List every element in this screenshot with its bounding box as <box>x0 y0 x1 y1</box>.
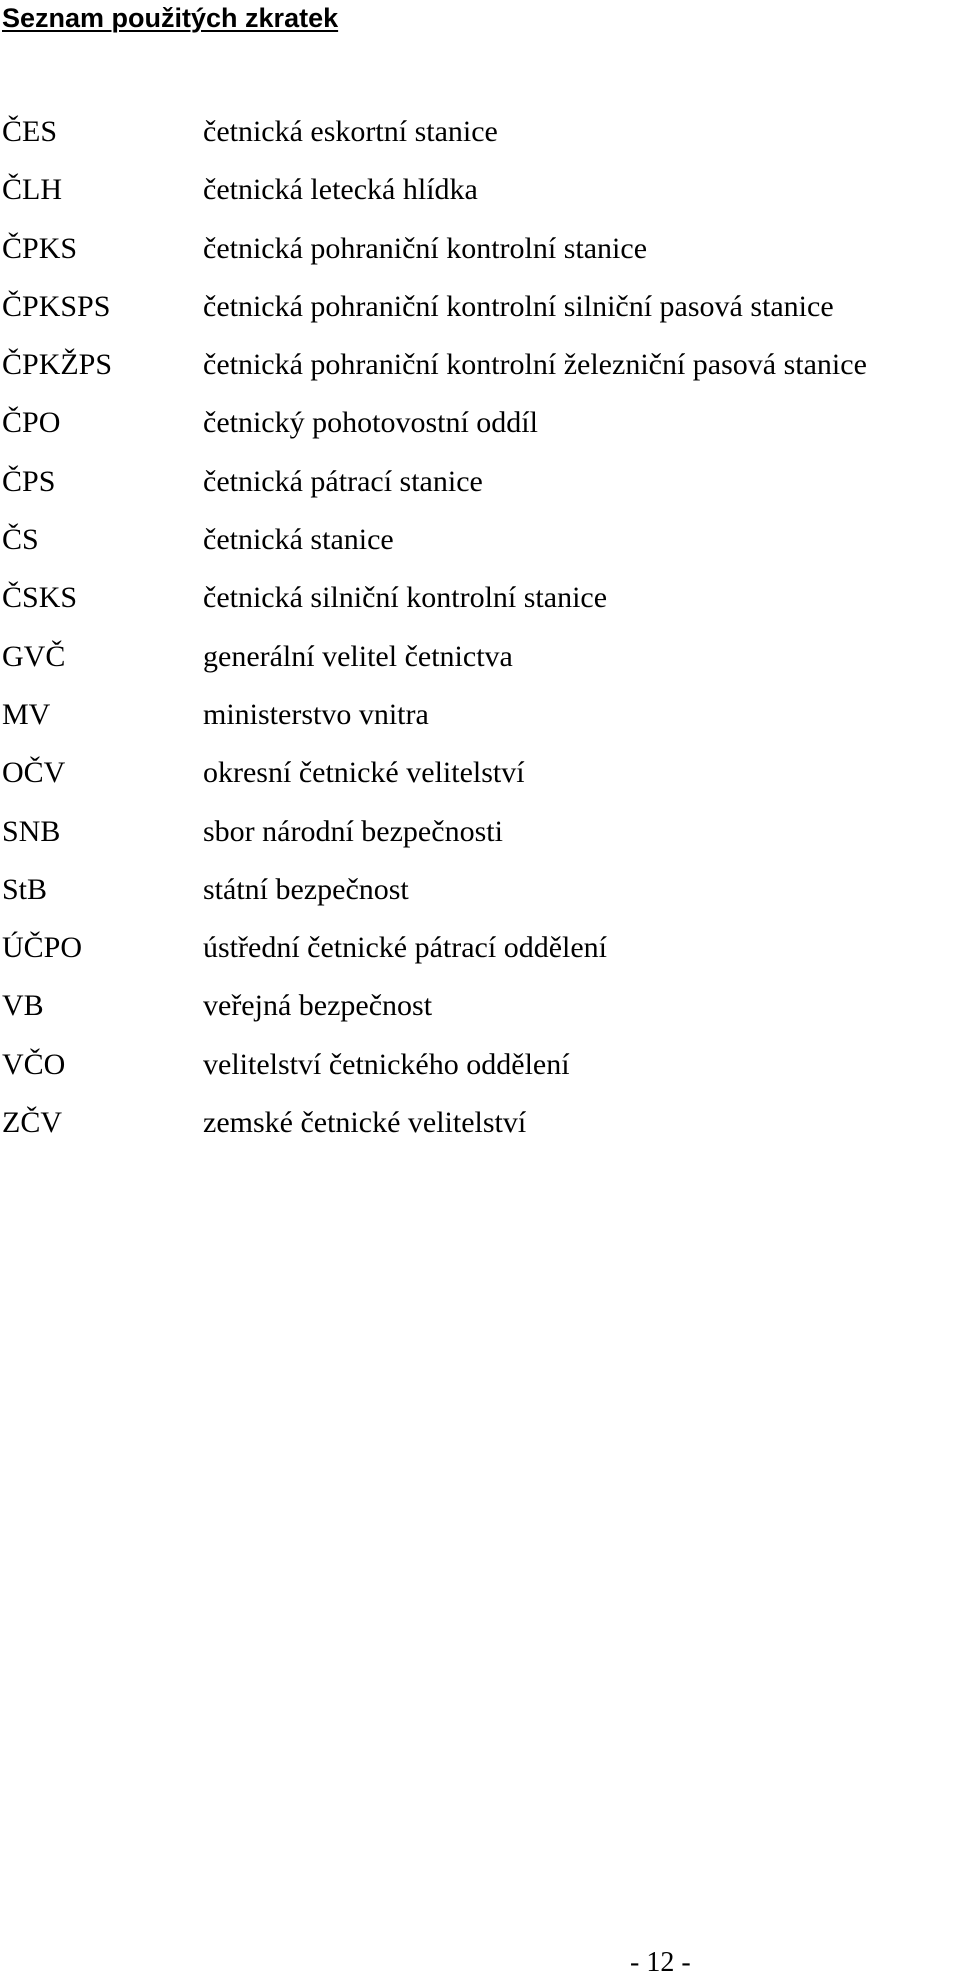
abbreviation-row <box>0 520 960 578</box>
abbreviation-code: VČO <box>2 1047 66 1081</box>
abbreviation-code: ČPKŽPS <box>2 348 113 382</box>
page-number: - 12 - <box>630 1947 691 1978</box>
page-title: Seznam použitých zkratek <box>2 3 339 33</box>
abbreviation-row <box>0 1103 960 1161</box>
abbreviation-meaning: okresní četnické velitelství <box>203 756 525 790</box>
abbreviation-code: ČPO <box>2 406 61 440</box>
abbreviation-meaning: četnický pohotovostní oddíl <box>203 406 538 440</box>
abbreviation-code: ZČV <box>2 1106 62 1140</box>
abbreviation-code: ČSKS <box>2 581 78 615</box>
abbreviation-row <box>0 578 960 636</box>
abbreviation-row <box>0 345 960 403</box>
abbreviation-row <box>0 695 960 753</box>
abbreviation-meaning: státní bezpečnost <box>203 872 409 906</box>
abbreviation-meaning: četnická eskortní stanice <box>203 115 498 148</box>
abbreviation-meaning: zemské četnické velitelství <box>203 1106 527 1140</box>
abbreviation-row <box>0 229 960 287</box>
abbreviation-meaning: četnická stanice <box>203 523 394 557</box>
abbreviation-row <box>0 462 960 520</box>
abbreviation-code: OČV <box>2 756 66 790</box>
abbreviation-row <box>0 170 960 228</box>
abbreviation-row <box>0 986 960 1044</box>
abbreviation-code: ČLH <box>2 173 62 207</box>
abbreviation-row <box>0 753 960 811</box>
abbreviation-code: MV <box>2 697 51 731</box>
abbreviation-meaning: velitelství četnického oddělení <box>203 1047 570 1081</box>
abbreviation-row <box>0 870 960 928</box>
abbreviation-row <box>0 1045 960 1103</box>
abbreviation-meaning: četnická letecká hlídka <box>203 173 478 207</box>
abbreviation-code: ÚČPO <box>2 931 83 965</box>
abbreviation-row <box>0 287 960 345</box>
abbreviation-code: ČPKS <box>2 231 78 265</box>
abbreviation-meaning: četnická pohraniční kontrolní silniční pasová stanice <box>203 289 834 323</box>
abbreviation-meaning: ústřední četnické pátrací oddělení <box>203 931 607 965</box>
abbreviation-code: ČS <box>2 523 39 557</box>
abbreviation-code: ČPS <box>2 464 56 498</box>
abbreviation-row <box>0 928 960 986</box>
abbreviation-code: StB <box>2 872 48 906</box>
abbreviation-meaning: četnická pohraniční kontrolní stanice <box>203 231 648 265</box>
abbreviation-meaning: četnická silniční kontrolní stanice <box>203 581 608 615</box>
abbreviation-row <box>0 637 960 695</box>
abbreviation-meaning: veřejná bezpečnost <box>203 989 433 1023</box>
abbreviation-meaning: generální velitel četnictva <box>203 639 513 673</box>
abbreviation-code: GVČ <box>2 639 66 673</box>
abbreviation-list <box>0 112 960 1161</box>
abbreviation-code: ČES <box>2 115 58 148</box>
abbreviation-row <box>0 812 960 870</box>
abbreviation-row <box>0 403 960 461</box>
abbreviation-code: SNB <box>2 814 61 848</box>
abbreviation-meaning: četnická pátrací stanice <box>203 464 483 498</box>
abbreviation-meaning: ministerstvo vnitra <box>203 697 429 731</box>
abbreviation-meaning: sbor národní bezpečnosti <box>203 814 503 848</box>
abbreviation-meaning: četnická pohraniční kontrolní železniční pasová stanice <box>203 348 867 382</box>
abbreviation-row <box>0 112 960 170</box>
abbreviation-code: ČPKSPS <box>2 289 111 323</box>
abbreviation-code: VB <box>2 989 44 1023</box>
